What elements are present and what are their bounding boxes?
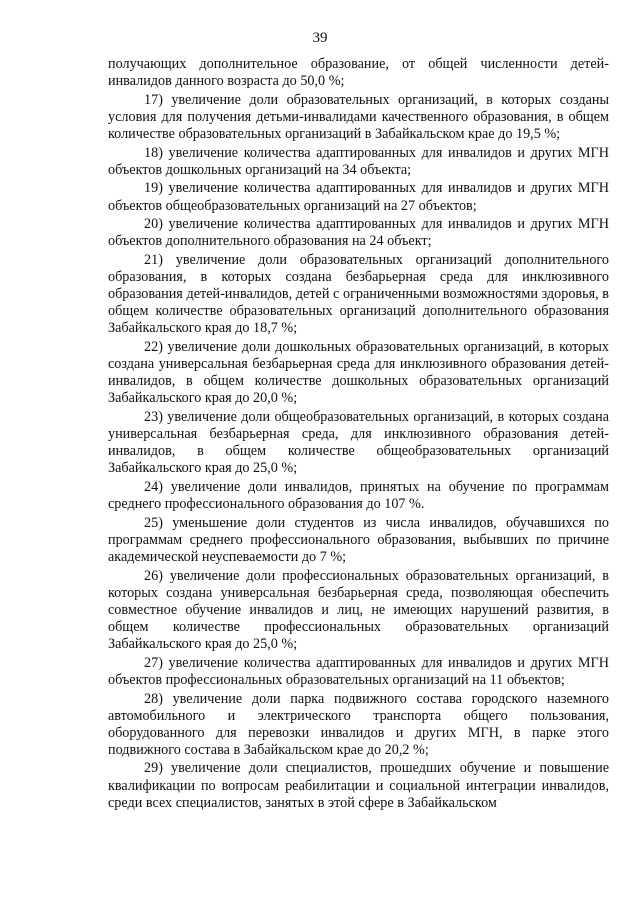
paragraph-item-29: 29) увеличение доли специалистов, прошедших обучение и повышение квалификации по вопросам реабилитации и социальной интеграции инвалидов, среди всех специалистов, занятых в этой сфере в Забайкальском — [108, 760, 609, 811]
paragraph-item-21: 21) увеличение доли образовательных организаций дополнительного образования, в которых создана безбарьерная среда для инклюзивного образования детей-инвалидов, детей с ограниченными возможностями здоровья, в общем количестве образовательных организаций дополнительного образования Забайкальского края до 18,7 %; — [108, 252, 609, 337]
paragraph-item-17: 17) увеличение доли образовательных организаций, в которых созданы условия для получения детьми-инвалидами качественного образования, в общем количестве образовательных организаций в Забайкальском крае до 19,5 %; — [108, 91, 609, 142]
paragraph-item-24: 24) увеличение доли инвалидов, принятых на обучение по программам среднего профессионального образования до 107 %. — [108, 479, 609, 513]
paragraph-item-26: 26) увеличение доли профессиональных образовательных организаций, в которых создана универсальная безбарьерная среда, позволяющая обеспечить совместное обучение инвалидов и лиц, не имеющих нарушений развития, в общем количестве профессиональных образовательных организаций Забайкальского края до 25,0 %; — [108, 567, 609, 653]
paragraph-continuation: получающих дополнительное образование, от общей численности детей-инвалидов данного возраста до 50,0 %; — [108, 56, 609, 90]
paragraph-item-19: 19) увеличение количества адаптированных для инвалидов и других МГН объектов общеобразовательных организаций на 27 объектов; — [108, 180, 609, 214]
page-number: 39 — [312, 30, 328, 46]
paragraph-item-27: 27) увеличение количества адаптированных для инвалидов и других МГН объектов профессиональных образовательных организаций на 11 объектов; — [108, 654, 609, 688]
paragraph-item-22: 22) увеличение доли дошкольных образовательных организаций, в которых создана универсальная безбарьерная среда для инклюзивного образования детей-инвалидов, в общем количестве дошкольных образовательных организаций Забайкальского края до 20,0 %; — [108, 339, 609, 407]
paragraph-item-28: 28) увеличение доли парка подвижного состава городского наземного автомобильного и электрического транспорта общего пользования, оборудованного для перевозки инвалидов и других МГН, в парке этого подвижного состава в Забайкальском крае до 20,2 %; — [108, 690, 609, 758]
document-body — [108, 56, 609, 812]
paragraph-item-20: 20) увеличение количества адаптированных для инвалидов и других МГН объектов дополнительного образования на 24 объект; — [108, 216, 609, 250]
paragraph-item-23: 23) увеличение доли общеобразовательных организаций, в которых создана универсальная безбарьерная среда, для инклюзивного образования детей-инвалидов, в общем количестве общеобразовательных организаций Забайкальского края до 25,0 %; — [108, 409, 609, 477]
paragraph-item-25: 25) уменьшение доли студентов из числа инвалидов, обучавшихся по программам среднего профессионального образования, выбывших по причине академической неуспеваемости до 7 %; — [108, 514, 609, 565]
paragraph-item-18: 18) увеличение количества адаптированных для инвалидов и других МГН объектов дошкольных организаций на 34 объекта; — [108, 144, 609, 178]
